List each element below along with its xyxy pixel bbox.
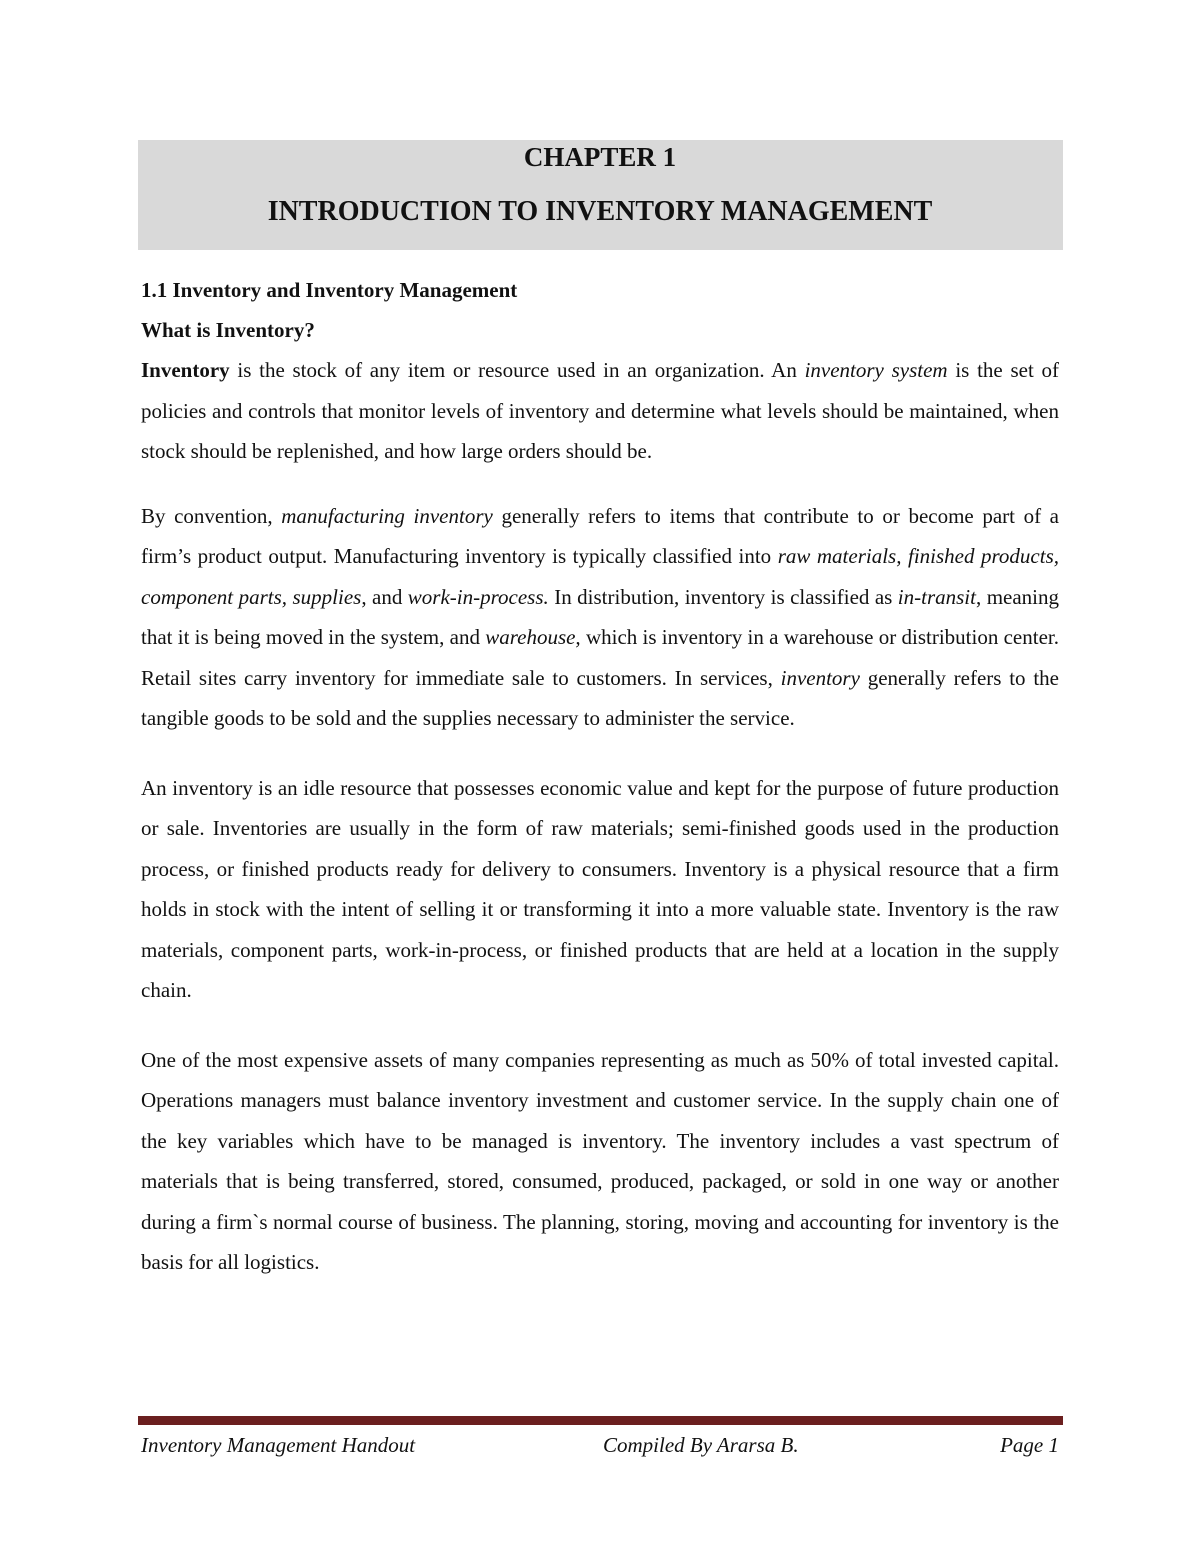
main-content [141,270,1059,1312]
italic-term: inventory system [804,358,948,382]
italic-term: in-transit [897,584,976,609]
footer-rule [138,1416,1063,1425]
paragraph-expensive-assets: One of the most expensive assets of many companies representing as much as 50% of total invested capital. Operations managers must balance inventory investment and customer service. In the supply chain one of the key variables which have to be managed is inventory. The inventory includes a vast spectrum of materials that is being transferred, stored, consumed, produced, packaged, or sold in one way or another during a firm`s normal course of business. The planning, storing, moving and accounting for inventory is the basis for all logistics. [141,1047,1059,1274]
subsection-heading: What is Inventory? [141,318,315,342]
text-run: , meaning that it is being moved in the system, and [141,584,1059,649]
italic-term: warehouse, [485,625,581,649]
footer-page-number: Page 1 [1000,1433,1059,1457]
footer-compiler: Compiled By Ararsa B. [603,1433,799,1457]
text-run: is the stock of any item or resource used in an organization. An [229,358,805,382]
section-heading: 1.1 Inventory and Inventory Management [141,278,518,302]
paragraph-inventory-classification [141,496,1059,739]
text-run: which is inventory in a warehouse or distribution center. Retail sites carry inventory for immediate sale to customers. In services, [141,625,1059,690]
text-run: By convention, [141,503,282,528]
text-run: generally refers to the tangible goods to be sold and the supplies necessary to administer the service. [141,665,1059,730]
text-run: In distribution, inventory is classified as [548,584,898,609]
text-run: is the set of policies and controls that monitor levels of inventory and determine what levels should be maintained, when stock should be replenished, and how large orders should be. [141,358,1060,463]
italic-term: work-in-process. [407,584,549,609]
italic-term: inventory [780,665,860,690]
italic-term: raw materials, finished products, component parts, supplies [141,544,1059,609]
chapter-title: INTRODUCTION TO INVENTORY MANAGEMENT [267,196,933,227]
italic-term: manufacturing inventory [281,503,493,528]
page-footer [141,1431,1059,1459]
chapter-number: CHAPTER 1 [523,142,677,172]
bold-term: Inventory [141,358,230,382]
footer-document-title: Inventory Management Handout [141,1433,416,1457]
paragraph-idle-resource: An inventory is an idle resource that possesses economic value and kept for the purpose of future production or sale. Inventories are usually in the form of raw materials; semi-finished goods used in the production process, or finished products ready for delivery to consumers. Inventory is a physical resource that a firm holds in stock with the intent of selling it or transforming it into a more valuable state. Inventory is the raw materials, component parts, work-in-process, or finished products that are held at a location in the supply chain. [141,775,1059,1002]
text-run: generally refers to items that contribute to or become part of a firm’s product output. Manufacturing inventory is typically classified into [141,503,1059,568]
text-run: , and [361,584,408,609]
paragraph-inventory-definition [141,350,1059,472]
